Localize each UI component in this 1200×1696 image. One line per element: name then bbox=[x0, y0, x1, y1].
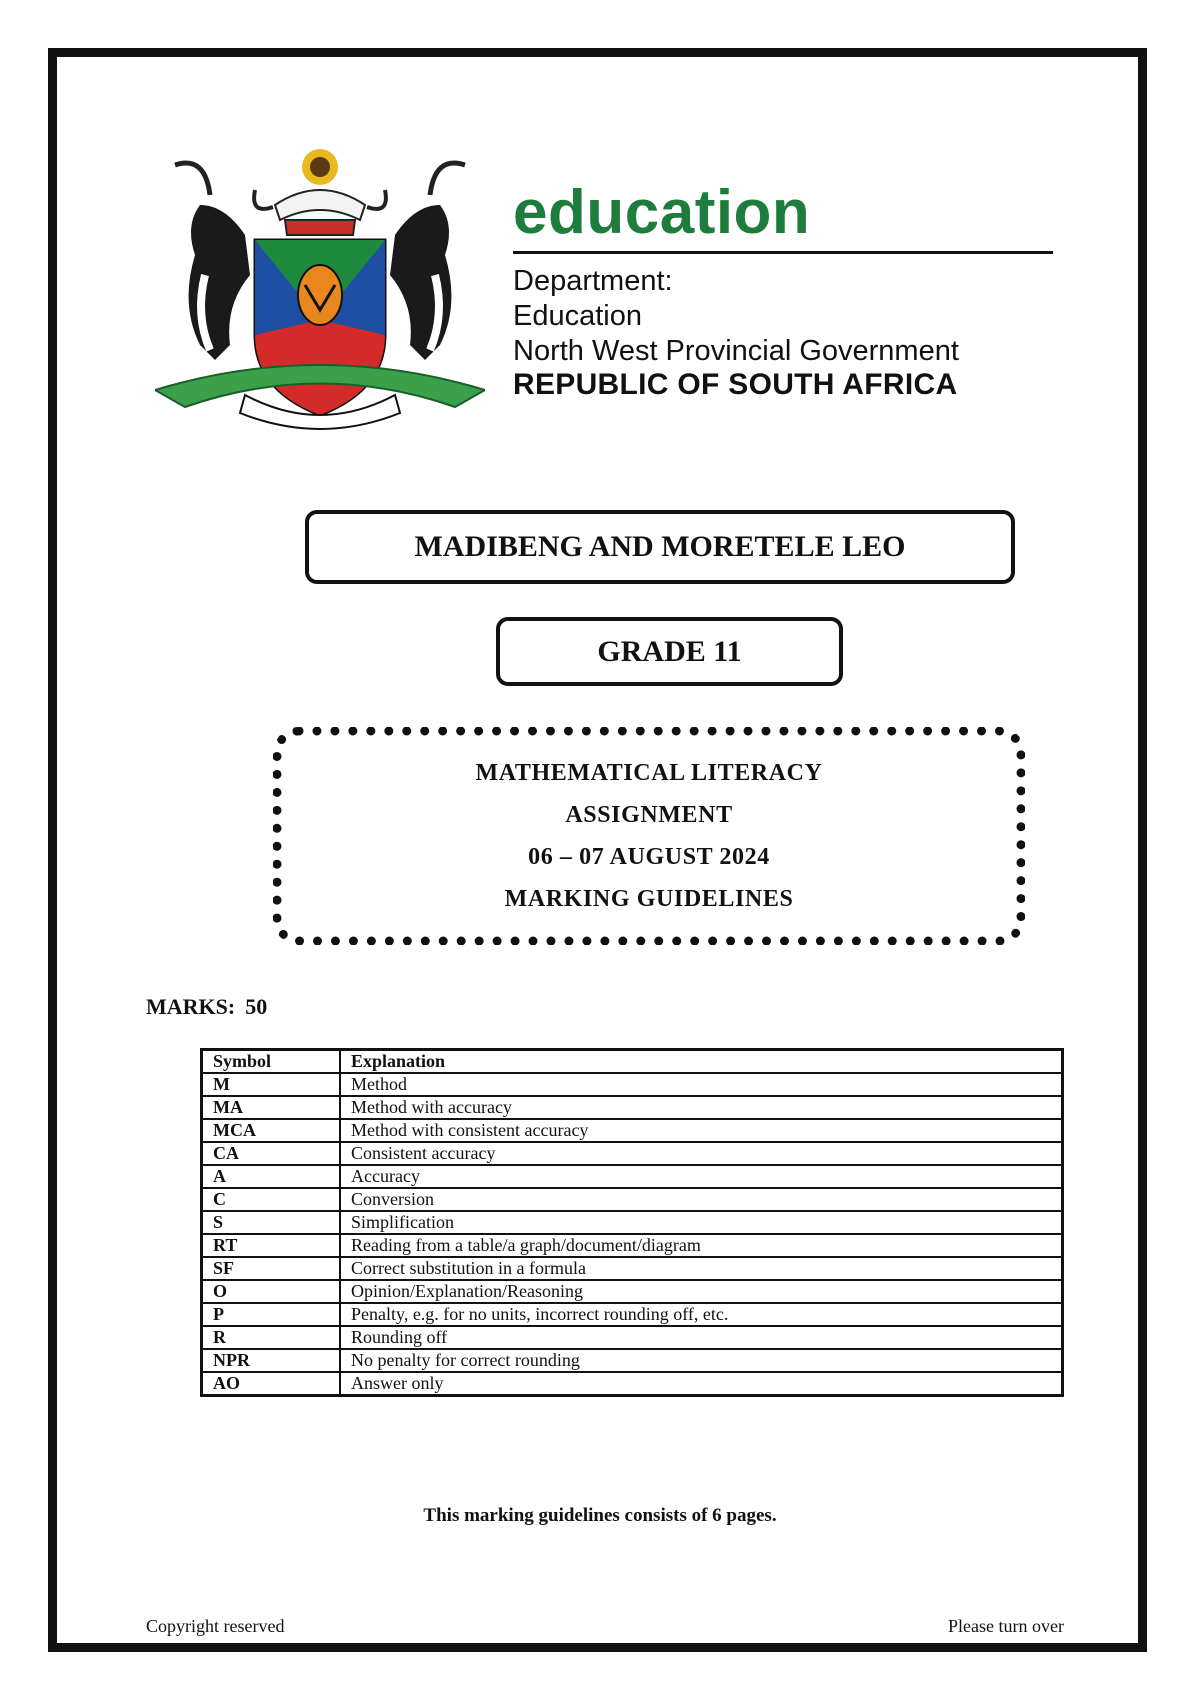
table-row bbox=[202, 1372, 1063, 1396]
symbol-cell: R bbox=[202, 1326, 341, 1349]
explanation-cell: Accuracy bbox=[340, 1165, 1063, 1188]
symbol-cell: A bbox=[202, 1165, 341, 1188]
symbol-cell: M bbox=[202, 1073, 341, 1096]
marking-symbols-table bbox=[200, 1048, 1064, 1397]
grade-label: GRADE 11 bbox=[597, 634, 742, 668]
symbol-cell: MCA bbox=[202, 1119, 341, 1142]
table-row bbox=[202, 1073, 1063, 1096]
symbol-cell: C bbox=[202, 1188, 341, 1211]
explanation-cell: Correct substitution in a formula bbox=[340, 1257, 1063, 1280]
table-row bbox=[202, 1280, 1063, 1303]
footer-copyright: Copyright reserved bbox=[146, 1616, 285, 1636]
table-row bbox=[202, 1165, 1063, 1188]
explanation-column-header: Explanation bbox=[340, 1050, 1063, 1074]
sunflower-icon bbox=[302, 149, 338, 185]
assessment-title-box bbox=[273, 727, 1025, 945]
explanation-cell: Method bbox=[340, 1073, 1063, 1096]
symbol-cell: MA bbox=[202, 1096, 341, 1119]
antelope-left-icon bbox=[175, 163, 250, 360]
table-body bbox=[202, 1073, 1063, 1396]
symbol-cell: NPR bbox=[202, 1349, 341, 1372]
explanation-cell: Opinion/Explanation/Reasoning bbox=[340, 1280, 1063, 1303]
table-row bbox=[202, 1326, 1063, 1349]
explanation-cell: Reading from a table/a graph/document/diagram bbox=[340, 1234, 1063, 1257]
document-type: MARKING GUIDELINES bbox=[504, 886, 794, 912]
symbol-cell: SF bbox=[202, 1257, 341, 1280]
explanation-cell: Penalty, e.g. for no units, incorrect rounding off, etc. bbox=[340, 1303, 1063, 1326]
symbol-cell: P bbox=[202, 1303, 341, 1326]
table-row bbox=[202, 1303, 1063, 1326]
table-row bbox=[202, 1349, 1063, 1372]
brand-underline bbox=[513, 251, 1053, 254]
explanation-cell: Rounding off bbox=[340, 1326, 1063, 1349]
page-count-note: This marking guidelines consists of 6 pages. bbox=[423, 1505, 777, 1526]
table-row bbox=[202, 1119, 1063, 1142]
grade-box bbox=[496, 617, 843, 686]
assessment-date: 06 – 07 AUGUST 2024 bbox=[528, 844, 770, 870]
footer-turn-over: Please turn over bbox=[948, 1616, 1064, 1636]
education-brand-title: education bbox=[513, 178, 811, 247]
symbol-cell: CA bbox=[202, 1142, 341, 1165]
department-line-4: REPUBLIC OF SOUTH AFRICA bbox=[513, 368, 958, 401]
symbol-cell: S bbox=[202, 1211, 341, 1234]
marks-value: 50 bbox=[245, 994, 268, 1019]
subject-title: MATHEMATICAL LITERACY bbox=[475, 760, 823, 786]
marks-line bbox=[146, 994, 267, 1020]
table-row bbox=[202, 1234, 1063, 1257]
antelope-right-icon bbox=[390, 163, 465, 360]
explanation-cell: No penalty for correct rounding bbox=[340, 1349, 1063, 1372]
symbol-cell: O bbox=[202, 1280, 341, 1303]
table-row bbox=[202, 1211, 1063, 1234]
district-title: MADIBENG AND MORETELE LEO bbox=[414, 530, 906, 563]
table-row bbox=[202, 1257, 1063, 1280]
department-line-2: Education bbox=[513, 300, 642, 332]
north-west-coat-of-arms-logo bbox=[155, 145, 485, 435]
district-title-box bbox=[305, 510, 1015, 584]
table-row bbox=[202, 1096, 1063, 1119]
explanation-cell: Conversion bbox=[340, 1188, 1063, 1211]
table-row bbox=[202, 1142, 1063, 1165]
symbol-cell: AO bbox=[202, 1372, 341, 1396]
symbol-cell: RT bbox=[202, 1234, 341, 1257]
assessment-type: ASSIGNMENT bbox=[565, 802, 733, 828]
explanation-cell: Method with consistent accuracy bbox=[340, 1119, 1063, 1142]
department-line-1: Department: bbox=[513, 265, 673, 297]
explanation-cell: Answer only bbox=[340, 1372, 1063, 1396]
explanation-cell: Method with accuracy bbox=[340, 1096, 1063, 1119]
table-header-row bbox=[202, 1050, 1063, 1074]
table-row bbox=[202, 1188, 1063, 1211]
explanation-cell: Simplification bbox=[340, 1211, 1063, 1234]
symbol-column-header: Symbol bbox=[202, 1050, 341, 1074]
explanation-cell: Consistent accuracy bbox=[340, 1142, 1063, 1165]
department-line-3: North West Provincial Government bbox=[513, 335, 959, 367]
marks-label: MARKS: bbox=[146, 994, 236, 1019]
